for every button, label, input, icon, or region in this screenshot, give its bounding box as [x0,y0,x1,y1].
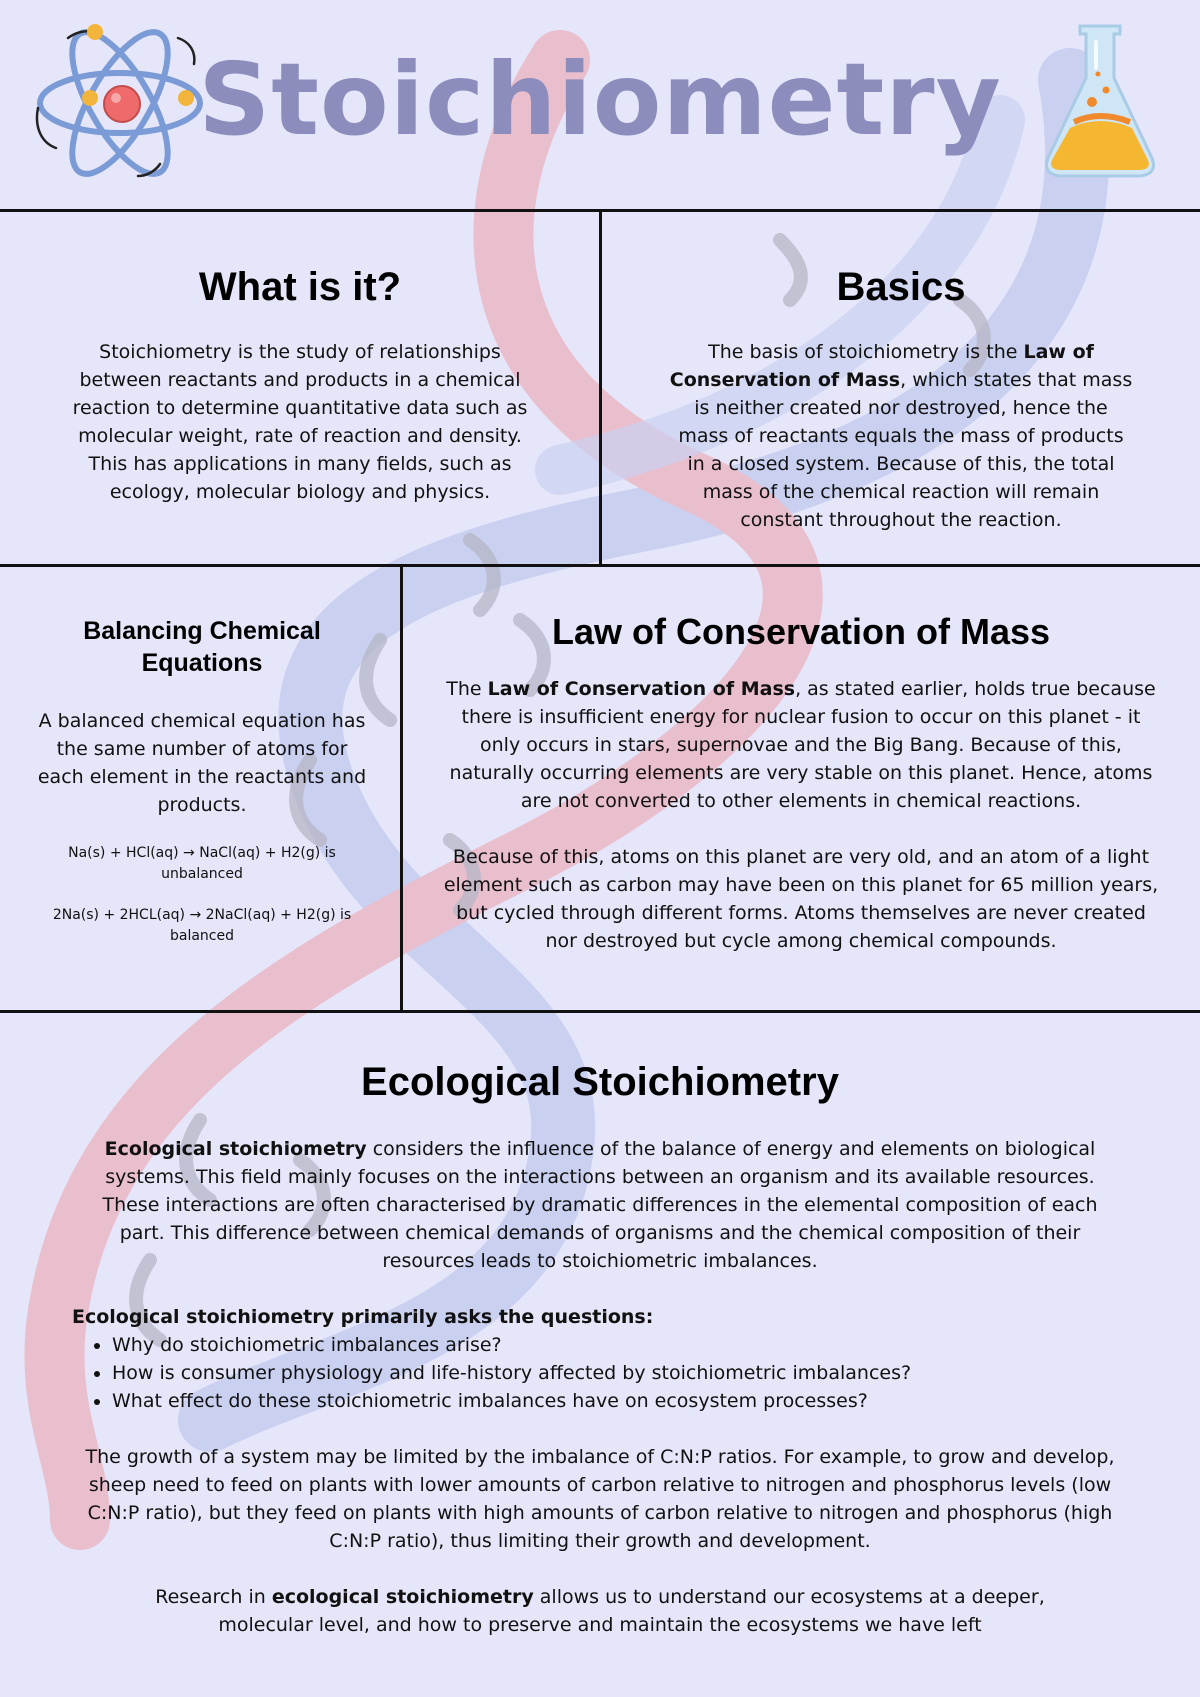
law-section [440,609,1162,955]
divider-bottom [0,1010,1200,1013]
page-title: Stoichiometry [198,41,1002,158]
questions-heading: Ecological stoichiometry primarily asks the questions: [72,1306,654,1328]
balancing-body: A balanced chemical equation has the same number of atoms for each element in the reactants and products. [37,710,367,816]
questions-block [72,1303,1122,1415]
question-item: • How is consumer physiology and life-history affected by stoichiometric imbalances? [112,1359,1122,1387]
equation-unbalanced: Na(s) + HCl(aq) → NaCl(aq) + H2(g) is unbalanced [68,845,336,882]
divider-middle [0,564,1200,567]
balancing-heading: Balancing Chemical Equations [83,617,321,677]
question-item: • Why do stoichiometric imbalances arise? [112,1331,1122,1359]
law-p1-start: The [446,678,488,700]
law-p1-end: , as stated earlier, holds true because there is insufficient energy for nuclear fusion to occur on this planet - it only occurs in stars, supernovae and the Big Bang. Because of this, naturally occurring elements are very stable on this planet. Hence, atoms are not converted to other elements in chemical reactions. [449,678,1156,812]
balancing-section [22,615,382,947]
what-is-it-heading: What is it? [198,265,402,309]
divider-vertical-middle [400,564,403,1012]
law-heading: Law of Conservation of Mass [551,611,1051,652]
questions-list [78,1331,1122,1415]
ecological-paragraph-3: The growth of a system may be limited by the imbalance of C:N:P ratios. For example, to grow and develop, sheep need to feed on plants with lower amounts of carbon relative to nitrogen and phosphorus levels (low C:N:P ratio), but they feed on plants with high amounts of carbon relative to nitrogen and phosphorus (high C:N:P ratio), thus limiting their growth and development. [85,1446,1115,1552]
ecological-paragraph-4 [78,1583,1122,1639]
basics-body-start: The basis of stoichiometry is the [708,341,1024,363]
flask-icon [1040,18,1160,183]
ecological-p4-start: Research in [155,1586,272,1608]
what-is-it-section [60,262,540,506]
basics-heading: Basics [836,265,966,309]
ecological-p4-bold: ecological stoichiometry [271,1586,534,1608]
law-paragraph-2: Because of this, atoms on this planet are very old, and an atom of a light element such as carbon may have been on this planet for 65 million years, but cycled through different forms. Atoms themselves are never created nor destroyed but cycle among chemical compounds. [443,846,1159,952]
ecological-p1-end: considers the influence of the balance of energy and elements on biological systems. This field mainly focuses on the interactions between an organism and its available resources. These interactions are often characterised by dramatic differences in the elemental composition of each part. This difference between chemical demands of organisms and the chemical composition of their resources leads to stoichiometric imbalances. [102,1138,1098,1272]
ecological-p4-end: allows us to understand our ecosystems at a deeper, molecular level, and how to preserve and maintain the ecosystems we have left [218,1586,1045,1636]
question-item: • What effect do these stoichiometric imbalances have on ecosystem processes? [112,1387,1122,1415]
ecological-section [72,1055,1122,1639]
law-paragraph-1 [440,675,1162,815]
equation-balanced: 2Na(s) + 2HCL(aq) → 2NaCl(aq) + H2(g) is balanced [52,907,352,944]
ecological-paragraph-1 [78,1135,1122,1275]
ecological-heading: Ecological Stoichiometry [361,1060,839,1104]
basics-body [668,338,1134,534]
basics-body-end: , which states that mass is neither created nor destroyed, hence the mass of reactants equals the mass of products in a closed system. Because of this, the total mass of the chemical reaction will remain constant throughout the reaction. [678,369,1133,531]
divider-vertical-top [599,209,602,566]
basics-section [668,262,1134,534]
atom-icon [28,18,208,183]
what-is-it-body: Stoichiometry is the study of relationships between reactants and products in a chemical reaction to determine quantitative data such as molecular weight, rate of reaction and density. This has applications in many fields, such as ecology, molecular biology and physics. [72,341,528,503]
law-p1-bold: Law of Conservation of Mass [487,678,796,700]
ecological-p1-bold: Ecological stoichiometry [104,1138,367,1160]
basics-body-bold: Law of Conservation of Mass [669,341,1094,391]
